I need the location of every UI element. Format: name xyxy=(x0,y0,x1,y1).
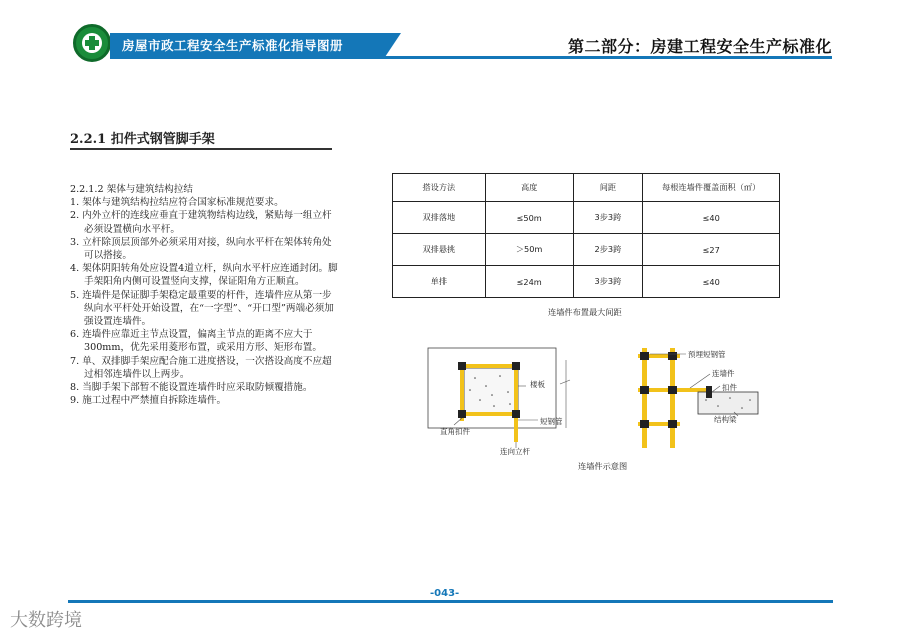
table-caption: 连墙件布置最大间距 xyxy=(548,307,622,317)
table-row xyxy=(393,266,780,298)
subsection-title: 2.2.1.2 架体与建筑结构拉结 xyxy=(70,184,193,195)
table-row xyxy=(393,202,780,234)
floor-slab-label: 楼板 xyxy=(530,380,545,389)
table-cell: 2步3跨 xyxy=(573,234,643,266)
list-item: 2. 内外立杆的连线应垂直于建筑物结构边线，紧贴每一组立杆必须设置横向水平杆。 xyxy=(70,210,332,235)
table-cell: ＞50m xyxy=(485,234,573,266)
table-header-cell: 每根连墙件覆盖面积（㎡） xyxy=(643,174,780,202)
section-title: 2.2.1 扣件式钢管脚手架 xyxy=(70,132,215,147)
part-title: 第二部分：房建工程安全生产标准化 xyxy=(567,37,832,56)
list-item: 7. 单、双排脚手架应配合施工进度搭设，一次搭设高度不应超过相邻连墙件以上两步。 xyxy=(70,355,332,380)
watermark: 大数跨境 xyxy=(10,610,82,631)
table-cell: 单排 xyxy=(393,266,486,298)
inner-post-label: 连向立杆 xyxy=(500,447,530,456)
section-underline xyxy=(70,148,332,150)
list-item: 8. 当脚手架下部暂不能设置连墙件时应采取防倾覆措施。 xyxy=(70,382,313,394)
table-cell: ≤24m xyxy=(485,266,573,298)
table-cell: ≤40 xyxy=(643,266,780,298)
embedded-pipe-label: 预埋短钢管 xyxy=(688,350,726,359)
table-cell: 双排悬挑 xyxy=(393,234,486,266)
structure-beam-label: 结构梁 xyxy=(714,415,737,424)
footer-divider xyxy=(68,600,833,603)
list-item: 4. 架体阴阳转角处应设置4道立杆，纵向水平杆应连通封闭。脚手架阳角内侧可设置竖向支撑，保证阳角方正顺直。 xyxy=(70,263,338,288)
logo-icon xyxy=(73,24,111,62)
corner-clamp-label: 直角扣件 xyxy=(440,427,470,436)
table-row xyxy=(393,234,780,266)
wall-tie-label: 连墙件 xyxy=(712,369,735,378)
table-cell: 3步3跨 xyxy=(573,266,643,298)
diagram-caption: 连墙件示意图 xyxy=(578,461,628,471)
book-title: 房屋市政工程安全生产标准化指导图册 xyxy=(122,38,344,53)
header-divider xyxy=(110,56,832,59)
tie-spacing-table xyxy=(392,173,780,298)
list-item: 9. 施工过程中严禁擅自拆除连墙件。 xyxy=(70,395,227,407)
table-cell: ≤27 xyxy=(643,234,780,266)
table-header-cell: 间距 xyxy=(573,174,643,202)
table-header-row xyxy=(393,174,780,202)
page-number: -043- xyxy=(430,588,460,599)
short-pipe-label: 短钢管 xyxy=(540,417,563,426)
table-cell: ≤40 xyxy=(643,202,780,234)
table-header-cell: 搭设方法 xyxy=(393,174,486,202)
tie-plan-diagram xyxy=(420,340,595,455)
table-cell: 3步3跨 xyxy=(573,202,643,234)
table-cell: 双排落地 xyxy=(393,202,486,234)
list-item: 1. 架体与建筑结构拉结应符合国家标准规范要求。 xyxy=(70,197,284,209)
list-item: 6. 连墙件应靠近主节点设置，偏离主节点的距离不应大于300mm，优先采用菱形布置，或采用方形、矩形布置。 xyxy=(70,329,322,354)
section-body xyxy=(70,183,338,407)
list-item: 5. 连墙件是保证脚手架稳定最重要的杆件，连墙件应从第一步纵向水平杆处开始设置，在“一字型”、“开口型”两端必须加强设置连墙件。 xyxy=(70,289,334,328)
clamp-label: 扣件 xyxy=(722,383,737,392)
table-cell: ≤50m xyxy=(485,202,573,234)
list-item: 3. 立杆除顶层顶部外必须采用对接，纵向水平杆在架体转角处可以搭接。 xyxy=(70,236,332,262)
table-header-cell: 高度 xyxy=(485,174,573,202)
